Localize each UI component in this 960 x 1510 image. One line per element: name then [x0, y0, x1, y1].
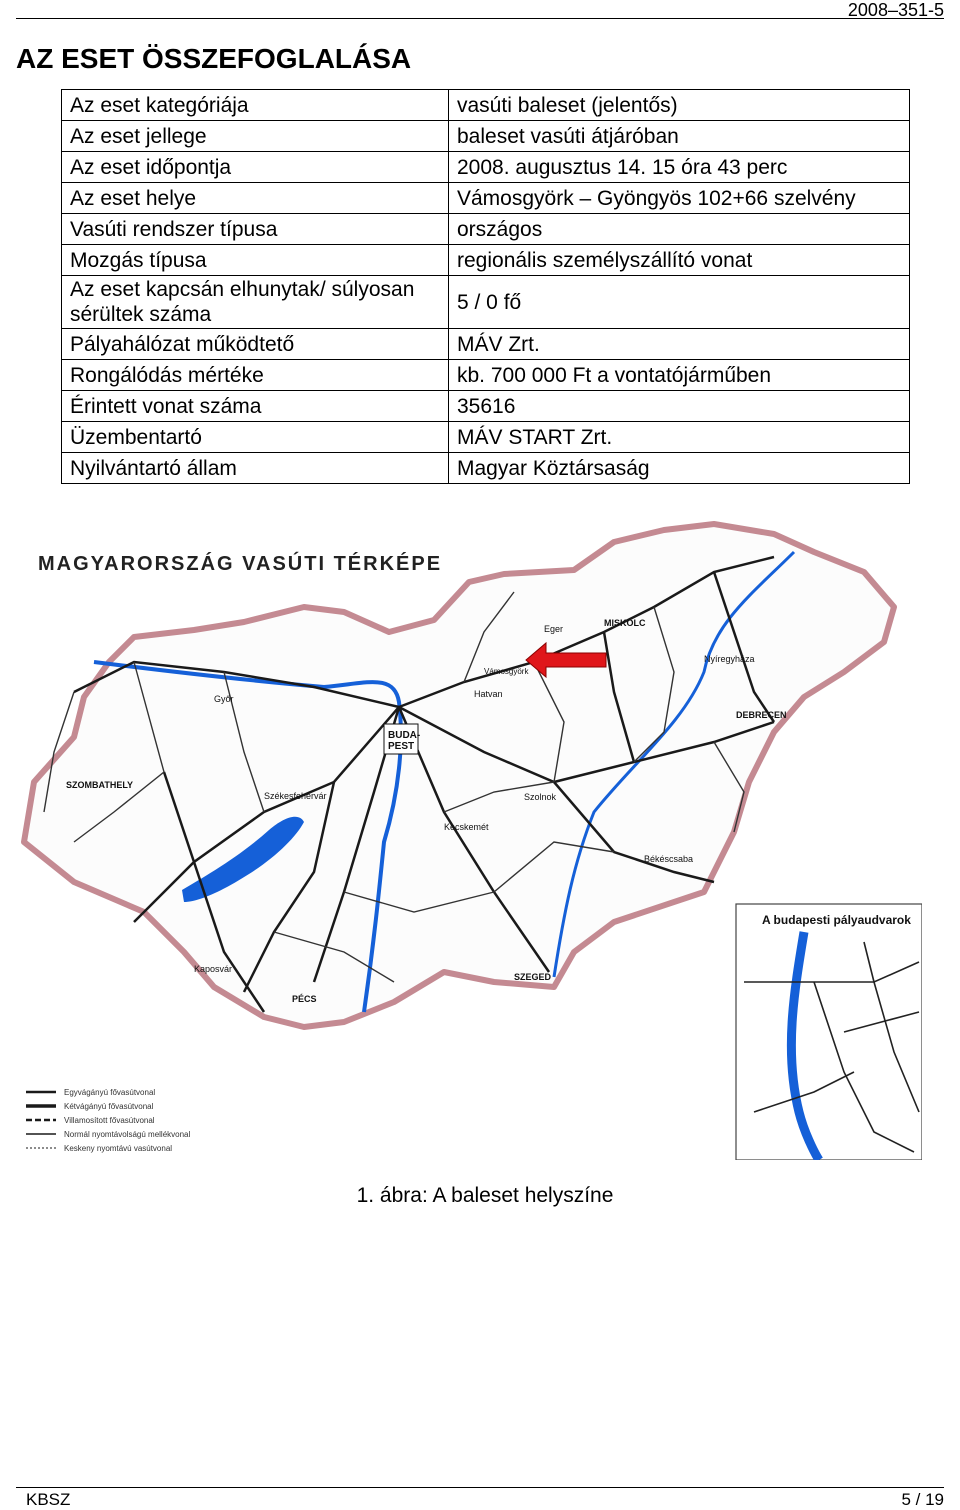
- inset-map-frame: [736, 904, 922, 1160]
- footer-rule: [16, 1487, 944, 1488]
- row-value: Magyar Köztársaság: [449, 453, 910, 484]
- city-label-szeged: SZEGED: [514, 972, 552, 982]
- table-row: [62, 276, 910, 329]
- row-label: Nyilvántartó állam: [62, 453, 449, 484]
- inset-map-title: A budapesti pályaudvarok: [762, 913, 911, 927]
- row-value: 2008. augusztus 14. 15 óra 43 perc: [449, 152, 910, 183]
- table-row: [62, 360, 910, 391]
- table-row: [62, 453, 910, 484]
- row-value: 5 / 0 fő: [449, 276, 910, 329]
- map-title: MAGYARORSZÁG VASÚTI TÉRKÉPE: [38, 553, 443, 575]
- legend-item: Kétvágányú fővasútvonal: [64, 1102, 154, 1111]
- row-value: kb. 700 000 Ft a vontatójárműben: [449, 360, 910, 391]
- city-label-szekesfehervar: Székesfehérvár: [264, 791, 327, 801]
- row-label: Érintett vonat száma: [62, 391, 449, 422]
- row-value: MÁV START Zrt.: [449, 422, 910, 453]
- table-row: [62, 329, 910, 360]
- city-label-budapest: BUDA-PEST: [388, 730, 421, 752]
- figure-caption: 1. ábra: A baleset helyszíne: [356, 1184, 614, 1207]
- legend-item: Villamosított fővasútvonal: [64, 1116, 155, 1125]
- row-value: vasúti baleset (jelentős): [449, 90, 910, 121]
- city-label-debrecen: DEBRECEN: [736, 710, 787, 720]
- city-label-nyiregyhaza: Nyíregyháza: [704, 654, 755, 664]
- city-label-pecs: PÉCS: [292, 994, 317, 1004]
- table-row: [62, 422, 910, 453]
- row-value: Vámosgyörk – Gyöngyös 102+66 szelvény: [449, 183, 910, 214]
- row-value: MÁV Zrt.: [449, 329, 910, 360]
- footer-org: KBSZ: [26, 1490, 71, 1509]
- city-label-miskolc: MISKOLC: [604, 618, 646, 628]
- row-label: Rongálódás mértéke: [62, 360, 449, 391]
- row-value: baleset vasúti átjáróban: [449, 121, 910, 152]
- row-label: Az eset kategóriája: [62, 90, 449, 121]
- table-row: [62, 214, 910, 245]
- row-label: Vasúti rendszer típusa: [62, 214, 449, 245]
- row-label: Az eset helye: [62, 183, 449, 214]
- row-value: regionális személyszállító vonat: [449, 245, 910, 276]
- row-label: Üzembentartó: [62, 422, 449, 453]
- city-label-gyor: Győr: [214, 694, 234, 704]
- page-number: 5 / 19: [901, 1490, 944, 1509]
- row-label: Az eset kapcsán elhunytak/ súlyosan sérültek száma: [62, 276, 449, 329]
- document-code: 2008–351-5: [847, 0, 944, 20]
- map-legend-symbols: [26, 1092, 56, 1148]
- table-row: [62, 152, 910, 183]
- railway-map: [14, 512, 922, 1160]
- row-label: Az eset jellege: [62, 121, 449, 152]
- railway-map-graphic: [14, 512, 922, 1160]
- row-value: országos: [449, 214, 910, 245]
- case-summary-table: [61, 89, 910, 484]
- table-row: [62, 90, 910, 121]
- city-label-hatvan: Hatvan: [474, 689, 503, 699]
- row-value: 35616: [449, 391, 910, 422]
- table-row: [62, 245, 910, 276]
- page-title: AZ ESET ÖSSZEFOGLALÁSA: [16, 43, 412, 74]
- header-rule: [16, 18, 944, 19]
- row-label: Az eset időpontja: [62, 152, 449, 183]
- table-row: [62, 183, 910, 214]
- table-row: [62, 391, 910, 422]
- row-label: Mozgás típusa: [62, 245, 449, 276]
- city-label-vamosgyork: Vámosgyörk: [484, 667, 529, 676]
- city-label-szolnok: Szolnok: [524, 792, 557, 802]
- city-label-eger: Eger: [544, 624, 564, 634]
- row-label: Pályahálózat működtető: [62, 329, 449, 360]
- city-label-kecskemet: Kecskemét: [444, 822, 489, 832]
- legend-item: Normál nyomtávolságú mellékvonal: [64, 1130, 191, 1139]
- table-row: [62, 121, 910, 152]
- city-label-kaposvar: Kaposvár: [194, 964, 233, 974]
- city-label-bekescsaba: Békéscsaba: [644, 854, 694, 864]
- legend-item: Keskeny nyomtávú vasútvonal: [64, 1144, 173, 1153]
- city-label-szombathely: SZOMBATHELY: [66, 780, 134, 790]
- legend-item: Egyvágányú fővasútvonal: [64, 1088, 156, 1097]
